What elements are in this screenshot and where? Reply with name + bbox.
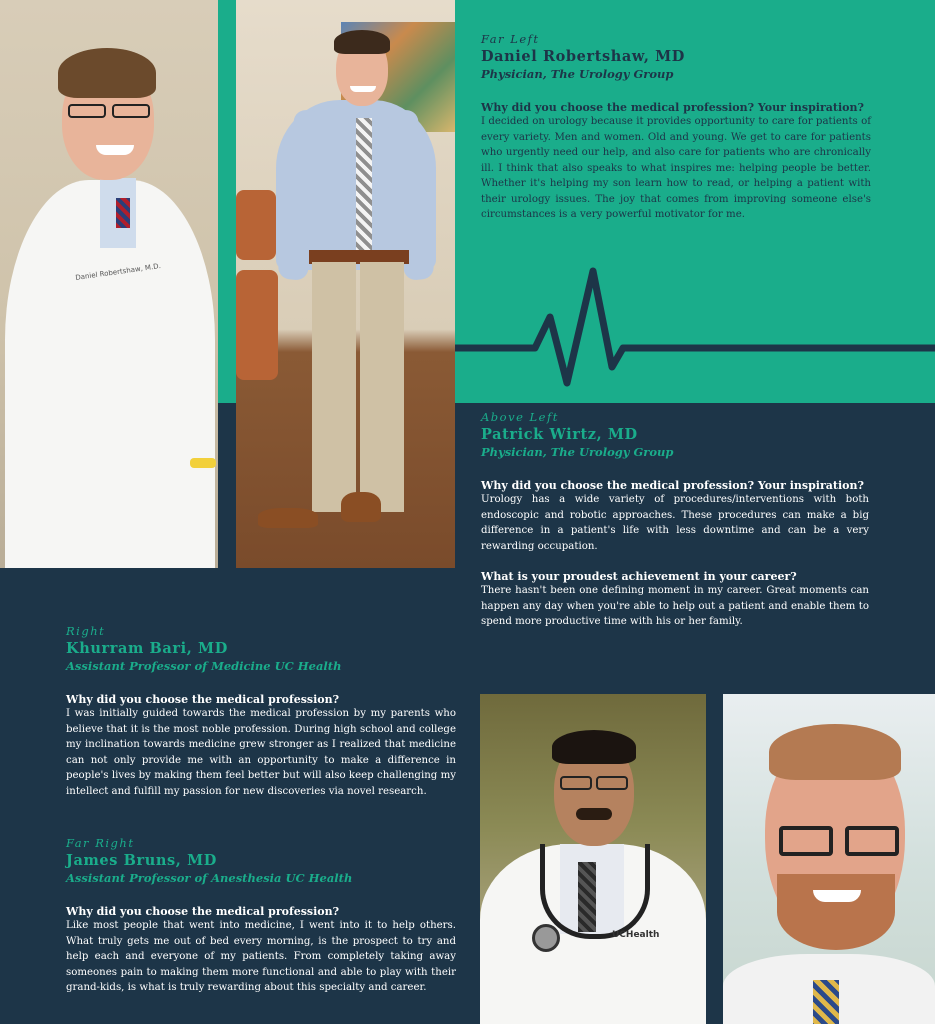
- photo-patrick-wirtz: [236, 0, 455, 568]
- question: Why did you choose the medical profession?: [66, 693, 340, 706]
- question: Why did you choose the medical profession?: [66, 905, 340, 918]
- answer: I was initially guided towards the medical profession by my parents who believe that it is the most noble profession. During high school and college my inclination towards medicine grew stronger as I realized that medicine can not only provide me with an opportunity to make a difference in people's lives by making them feel better but will also keep challenging my intellect and fulfill my passion for new discoveries via novel research.: [66, 708, 456, 797]
- answer: Urology has a wide variety of procedures/interventions with both endoscopic and robotic approaches. These procedures can make a big difference in a patient's life with less downtime and can be a very rewarding occupation.: [481, 494, 869, 552]
- profile-bari: [66, 624, 456, 799]
- heartbeat-line: [455, 255, 935, 395]
- position-label: Right: [66, 624, 106, 638]
- photo-khurram-bari: [480, 694, 706, 1024]
- badge-text: Daniel Robertshaw, M.D.: [74, 262, 162, 282]
- question: Why did you choose the medical profession? Your inspiration?: [481, 101, 864, 114]
- doctor-title: Physician, The Urology Group: [481, 67, 674, 81]
- doctor-name: Daniel Robertshaw, MD: [481, 48, 685, 65]
- doctor-name: James Bruns, MD: [66, 852, 217, 869]
- profile-bruns: [66, 836, 456, 996]
- photo-divider-navy: [218, 403, 236, 568]
- badge-text: UCHealth: [612, 930, 660, 940]
- answer: I decided on urology because it provides opportunity to care for patients of every variety. Men and women. Old and young. We get to care for patients who urgently need our help, and also care for patients who are chronically ill. I think that also speaks to what inspires me: helping people be better. Whether it's helping my son learn how to read, or helping a patient with their urology issues. The joy that comes from improving someone else's circumstances is a very powerful motivator for me.: [481, 116, 871, 220]
- doctor-title: Physician, The Urology Group: [481, 445, 674, 459]
- profile-robertshaw: [481, 32, 871, 223]
- answer: There hasn't been one defining moment in my career. Great moments can happen any day when you're able to help out a patient and enable them to spend more productive time with his or her family.: [481, 585, 869, 627]
- photo-james-bruns: [723, 694, 935, 1024]
- doctor-name: Khurram Bari, MD: [66, 640, 228, 657]
- question: Why did you choose the medical profession? Your inspiration?: [481, 479, 864, 492]
- answer: Like most people that went into medicine, I went into it to help others. What truly gets me out of bed every morning, is the prospect to try and help each and everyone of my patients. From completely taking away someones pain to making them more functional and able to play with their grand-kids, is what is truly rewarding about this specialty and career.: [66, 920, 456, 993]
- position-label: Far Right: [66, 836, 135, 850]
- photo-daniel-robertshaw: [0, 0, 218, 568]
- position-label: Far Left: [481, 32, 540, 46]
- profile-wirtz: [481, 410, 869, 630]
- doctor-title: Assistant Professor of Medicine UC Health: [66, 659, 342, 673]
- doctor-name: Patrick Wirtz, MD: [481, 426, 638, 443]
- position-label: Above Left: [481, 410, 559, 424]
- question: What is your proudest achievement in your career?: [481, 570, 797, 583]
- doctor-title: Assistant Professor of Anesthesia UC Health: [66, 871, 353, 885]
- photo-divider-teal: [218, 0, 236, 403]
